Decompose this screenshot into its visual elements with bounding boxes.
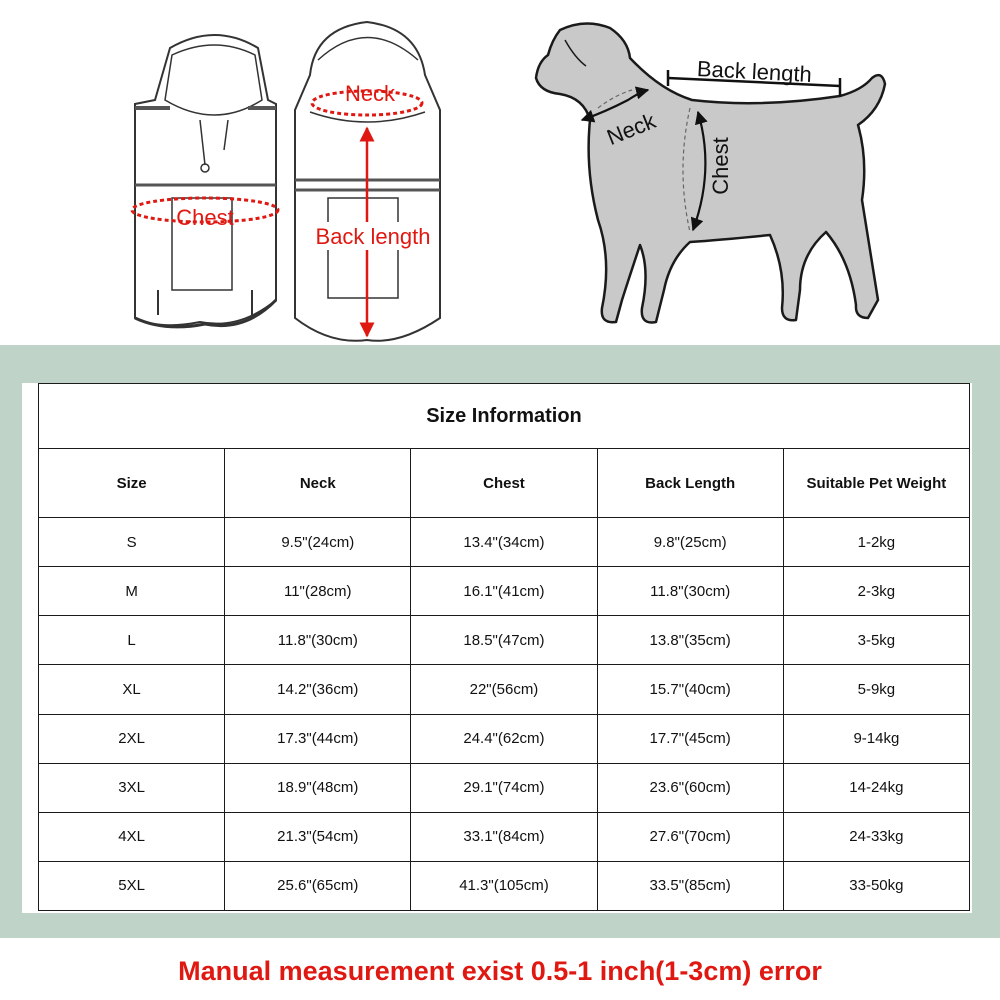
neck-cell: 11.8"(30cm) <box>225 616 411 665</box>
back-length-cell: 17.7"(45cm) <box>597 714 783 763</box>
neck-cell: 14.2"(36cm) <box>225 665 411 714</box>
back-length-cell: 27.6"(70cm) <box>597 812 783 861</box>
size-cell: M <box>39 567 225 616</box>
chest-cell: 22"(56cm) <box>411 665 597 714</box>
dog-back-length-marker <box>668 56 840 96</box>
measurement-illustrations <box>0 0 1000 345</box>
pet-weight-cell: 9-14kg <box>783 714 969 763</box>
pet-weight-cell: 1-2kg <box>783 518 969 567</box>
table-row <box>39 518 970 567</box>
size-table-card <box>22 383 972 913</box>
chest-cell: 24.4"(62cm) <box>411 714 597 763</box>
size-information-table <box>38 383 970 911</box>
neck-cell: 21.3"(54cm) <box>225 812 411 861</box>
table-row <box>39 567 970 616</box>
size-cell: S <box>39 518 225 567</box>
back-length-cell: 13.8"(35cm) <box>597 616 783 665</box>
header-neck: Neck <box>225 449 411 518</box>
size-cell: L <box>39 616 225 665</box>
chest-cell: 41.3"(105cm) <box>411 861 597 910</box>
table-row <box>39 861 970 910</box>
table-body <box>39 518 970 911</box>
pet-weight-cell: 24-33kg <box>783 812 969 861</box>
size-cell: 4XL <box>39 812 225 861</box>
header-size: Size <box>39 449 225 518</box>
chest-cell: 16.1"(41cm) <box>411 567 597 616</box>
dog-chest-label: Chest <box>708 137 733 195</box>
back-length-cell: 23.6"(60cm) <box>597 763 783 812</box>
chest-cell: 13.4"(34cm) <box>411 518 597 567</box>
chest-cell: 33.1"(84cm) <box>411 812 597 861</box>
table-title: Size Information <box>39 384 970 449</box>
table-row <box>39 812 970 861</box>
header-chest: Chest <box>411 449 597 518</box>
pet-weight-cell: 14-24kg <box>783 763 969 812</box>
chest-cell: 18.5"(47cm) <box>411 616 597 665</box>
pet-weight-cell: 3-5kg <box>783 616 969 665</box>
header-pet-weight: Suitable Pet Weight <box>783 449 969 518</box>
size-cell: XL <box>39 665 225 714</box>
header-back-length: Back Length <box>597 449 783 518</box>
pet-weight-cell: 2-3kg <box>783 567 969 616</box>
dog-neck-label: Neck <box>603 108 660 151</box>
size-cell: 2XL <box>39 714 225 763</box>
neck-cell: 11"(28cm) <box>225 567 411 616</box>
table-row <box>39 714 970 763</box>
back-length-label: Back length <box>315 224 431 249</box>
table-row <box>39 763 970 812</box>
table-row <box>39 665 970 714</box>
table-row <box>39 616 970 665</box>
dog-back-length-label: Back length <box>696 56 813 88</box>
neck-cell: 9.5"(24cm) <box>225 518 411 567</box>
table-header-row <box>39 449 970 518</box>
chest-cell: 29.1"(74cm) <box>411 763 597 812</box>
neck-cell: 17.3"(44cm) <box>225 714 411 763</box>
neck-cell: 18.9"(48cm) <box>225 763 411 812</box>
size-cell: 3XL <box>39 763 225 812</box>
back-length-cell: 33.5"(85cm) <box>597 861 783 910</box>
measurement-error-note: Manual measurement exist 0.5-1 inch(1-3cm) error <box>178 956 822 986</box>
pet-weight-cell: 33-50kg <box>783 861 969 910</box>
back-length-cell: 15.7"(40cm) <box>597 665 783 714</box>
size-cell: 5XL <box>39 861 225 910</box>
back-length-cell: 11.8"(30cm) <box>597 567 783 616</box>
front-chest-label: Chest <box>176 205 234 230</box>
back-neck-label: Neck <box>344 81 396 106</box>
pet-weight-cell: 5-9kg <box>783 665 969 714</box>
raincoat-front-illustration <box>135 35 276 327</box>
back-length-cell: 9.8"(25cm) <box>597 518 783 567</box>
neck-cell: 25.6"(65cm) <box>225 861 411 910</box>
